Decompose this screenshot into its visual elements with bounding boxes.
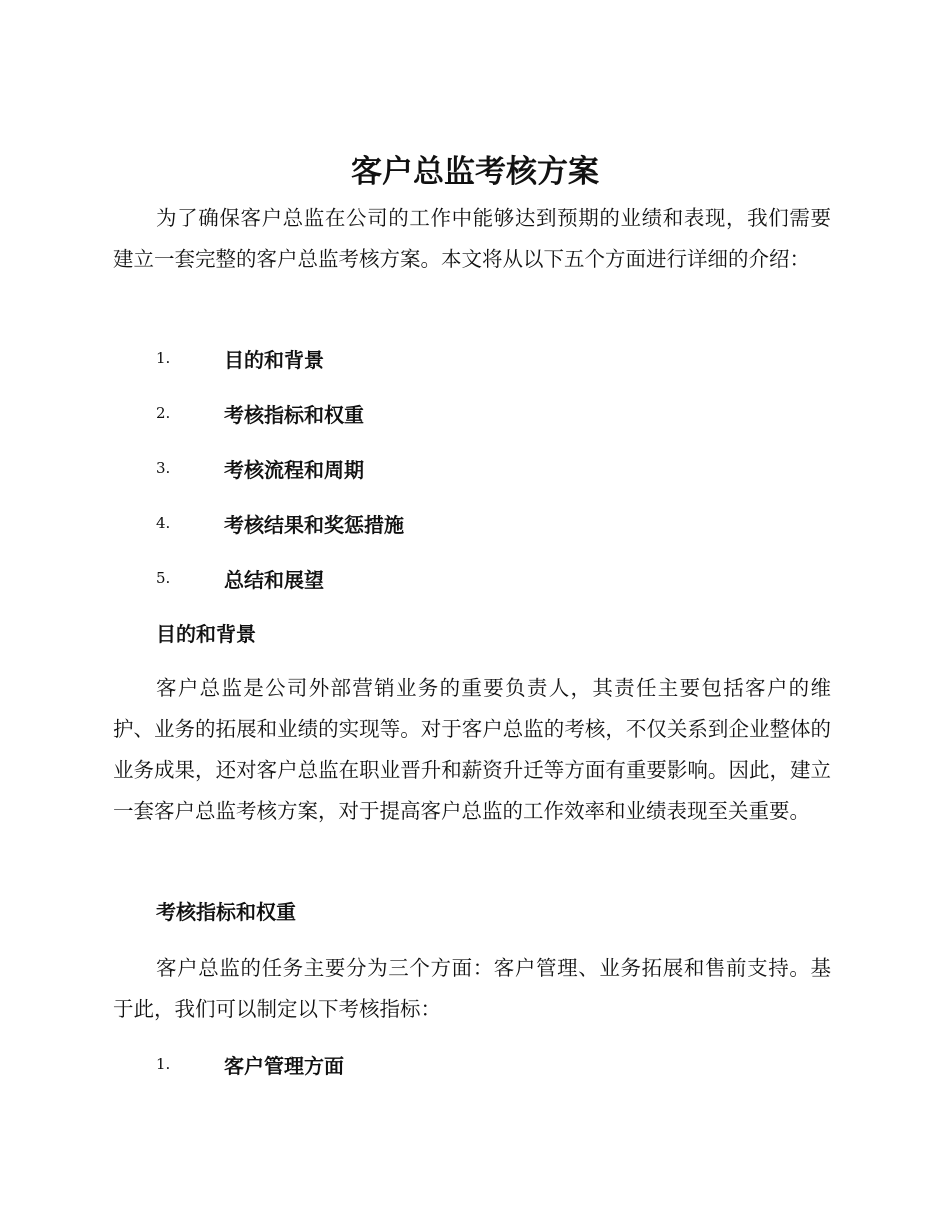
metrics-paragraph: 客户总监的任务主要分为三个方面：客户管理、业务拓展和售前支持。基于此，我们可以制定以下考核指标： <box>113 956 831 1021</box>
metrics-list-item <box>156 1049 344 1079</box>
outline-item-label: 目的和背景 <box>224 347 324 372</box>
metrics-item-label: 客户管理方面 <box>224 1053 344 1078</box>
outline-item-label: 考核流程和周期 <box>224 457 364 482</box>
section-heading-purpose: 目的和背景 <box>156 622 256 646</box>
section-heading-metrics: 考核指标和权重 <box>156 900 296 924</box>
metrics-item-number: 1. <box>156 1055 171 1073</box>
outline-item-number: 2. <box>156 404 171 422</box>
intro-paragraph: 为了确保客户总监在公司的工作中能够达到预期的业绩和表现，我们需要建立一套完整的客户总监考核方案。本文将从以下五个方面进行详细的介绍： <box>113 206 831 271</box>
purpose-paragraph: 客户总监是公司外部营销业务的重要负责人，其责任主要包括客户的维护、业务的拓展和业绩的实现等。对于客户总监的考核，不仅关系到企业整体的业务成果，还对客户总监在职业晋升和薪资升迁等方面有重要影响。因此，建立一套客户总监考核方案，对于提高客户总监的工作效率和业绩表现至关重要。 <box>113 676 831 823</box>
outline-item <box>156 398 364 428</box>
outline-item <box>156 343 324 373</box>
outline-item <box>156 508 404 538</box>
outline-item-label: 总结和展望 <box>224 567 324 592</box>
outline-item <box>156 453 364 483</box>
outline-item <box>156 563 324 593</box>
outline-item-number: 1. <box>156 349 171 367</box>
outline-item-number: 5. <box>156 569 171 587</box>
outline-item-label: 考核指标和权重 <box>224 402 364 427</box>
outline-item-number: 4. <box>156 514 171 532</box>
document-title: 客户总监考核方案 <box>351 154 599 190</box>
outline-item-label: 考核结果和奖惩措施 <box>224 512 404 537</box>
outline-item-number: 3. <box>156 459 171 477</box>
